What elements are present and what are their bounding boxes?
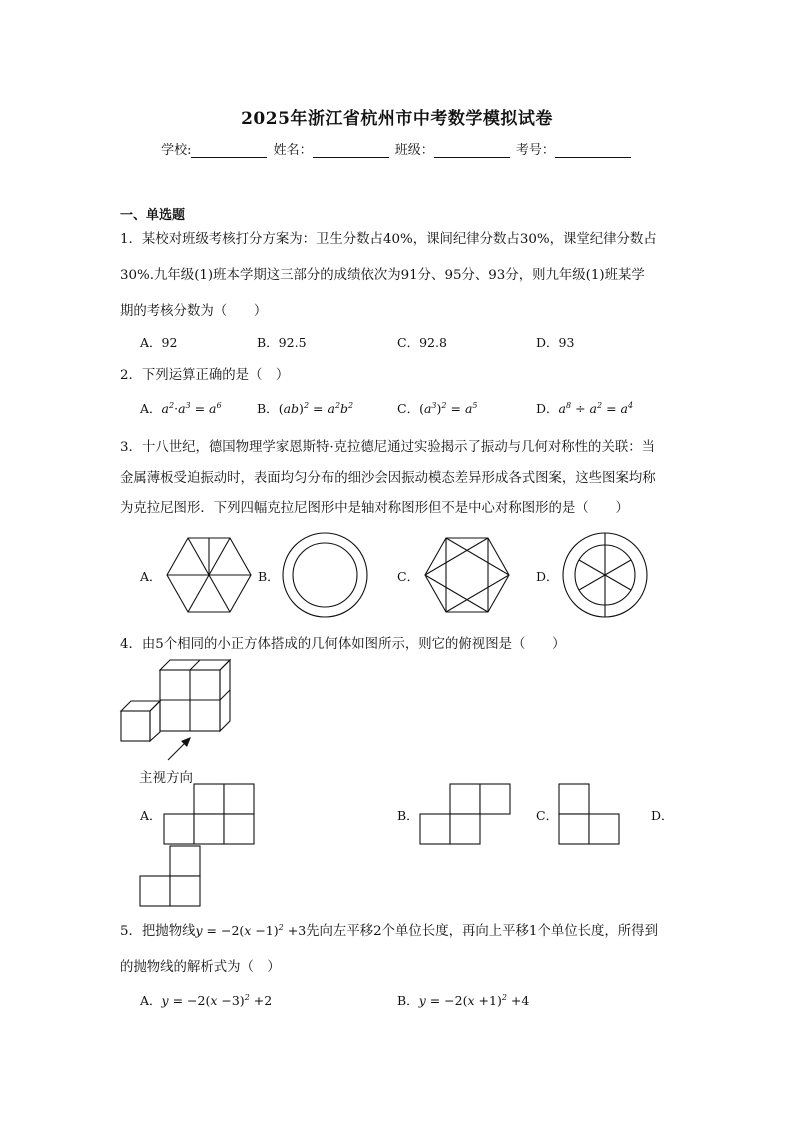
q3-line-1: 3．十八世纪，德国物理学家恩斯特·克拉德尼通过实验揭示了振动与几何对称性的关联：当: [120, 440, 656, 455]
q1-option-c[interactable]: C．92.8: [397, 335, 447, 350]
q4-option-b-label[interactable]: B．: [397, 808, 419, 823]
q1-option-a[interactable]: A．92: [140, 335, 178, 350]
q4-option-a-label[interactable]: A．: [140, 808, 162, 823]
class-label: 班级：: [394, 143, 434, 158]
q3-option-a-label[interactable]: A．: [140, 569, 162, 584]
q2-option-c-label: C．: [397, 401, 420, 416]
q2-option-b-formula: $(ab)^2 = a^2b^2$: [278, 400, 354, 416]
q1-line-3: 期的考核分数为（ ）: [120, 304, 268, 319]
q5-original-parabola: $y = -2(x -1)^2 +3$: [195, 922, 307, 938]
q5-line-2: 的抛物线的解析式为（ ）: [120, 960, 281, 975]
q2-stem: 2．下列运算正确的是（ ）: [120, 368, 290, 383]
name-label: 姓名：: [273, 143, 313, 158]
q5-line-1-end: 先向左平移2个单位长度，再向上平移1个单位长度，所得到: [306, 924, 658, 939]
q5-option-b[interactable]: [397, 991, 529, 1009]
q5-option-a-formula: $y = -2(x -3)^2 +2$: [161, 992, 273, 1008]
q4-view-a[interactable]: [164, 784, 254, 844]
q2-option-d-formula: $a^8 \div a^2 = a^4$: [558, 400, 634, 416]
q1-line-1: 1．某校对班级考核打分方案为：卫生分数占40%，课间纪律分数占30%，课堂纪律分数占: [120, 232, 657, 247]
q2-option-a-formula: $a^2\cdot a^3 = a^6$: [161, 400, 222, 416]
q4-option-d-label[interactable]: D．: [651, 808, 674, 823]
q3-option-d-label[interactable]: D．: [536, 569, 559, 584]
q3-option-c-label[interactable]: C．: [397, 569, 420, 584]
q5-option-a-label: A．: [140, 993, 162, 1008]
q4-stem: 4．由5个相同的小正方体搭成的几何体如图所示，则它的俯视图是（ ）: [120, 637, 566, 652]
q2-option-c-formula: $(a^3)^2 = a^5$: [419, 400, 478, 416]
q2-option-a-label: A．: [140, 401, 162, 416]
q3-option-b-label[interactable]: B．: [258, 569, 280, 584]
q4-view-d[interactable]: [140, 846, 200, 906]
q1-option-b[interactable]: B．92.5: [257, 335, 307, 350]
q5-option-b-label: B．: [397, 993, 419, 1008]
number-label: 考号：: [515, 143, 555, 158]
q4-option-c-label[interactable]: C．: [536, 808, 559, 823]
q2-option-d-label: D．: [536, 401, 559, 416]
q3-line-2: 金属薄板受迫振动时，表面均匀分布的细沙会因振动模态差异形成各式图案，这些图案均称: [120, 471, 656, 486]
section-heading: 一、单选题: [120, 208, 186, 223]
q1-line-2: 30%.九年级(1)班本学期这三部分的成绩依次为91分、95分、93分，则九年级(1)班某学: [120, 268, 645, 283]
q4-view-b[interactable]: [420, 784, 510, 844]
q4-view-c[interactable]: [559, 784, 619, 844]
q3-line-3: 为克拉尼图形．下列四幅克拉尼图形中是轴对称图形但不是中心对称图形的是（ ）: [120, 501, 629, 516]
q5-line-1: [120, 920, 658, 939]
q5-option-a[interactable]: [140, 991, 272, 1009]
q1-option-d[interactable]: D．93: [536, 335, 575, 350]
q2-option-b-label: B．: [257, 401, 279, 416]
q4-direction-label: 主视方向: [139, 770, 193, 786]
school-label: 学校:: [161, 143, 192, 158]
exam-title: 2025年浙江省杭州市中考数学模拟试卷: [241, 109, 553, 129]
q5-line-1-start: 5．把抛物线: [120, 924, 196, 939]
q5-option-b-formula: $y = -2(x +1)^2 +4$: [418, 992, 530, 1008]
